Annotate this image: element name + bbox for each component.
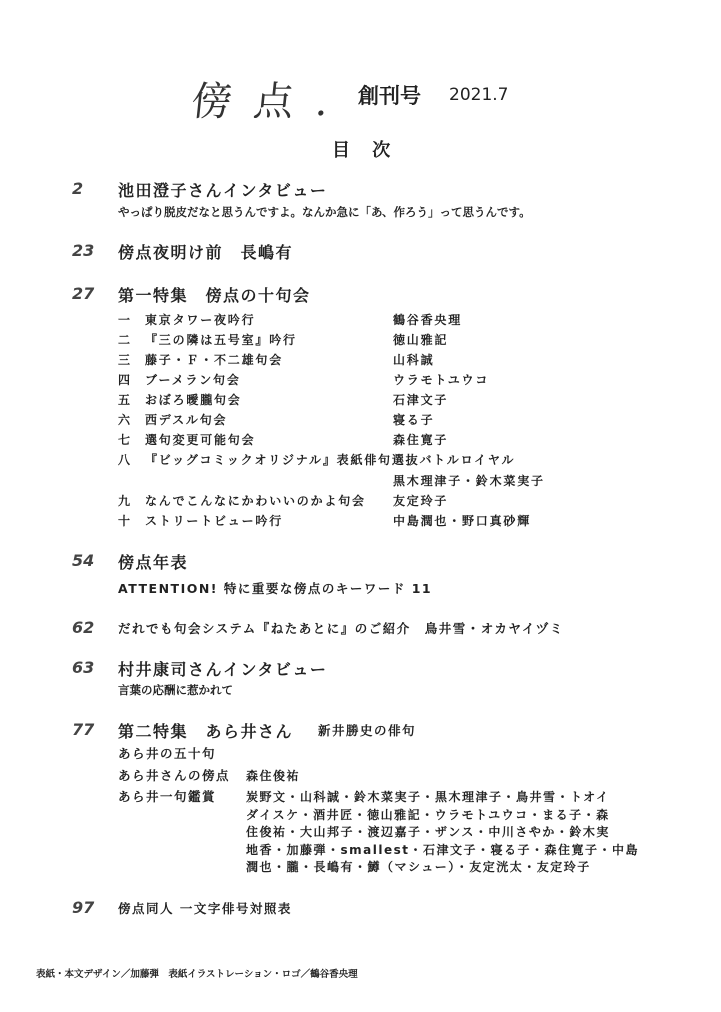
item-number: 八 <box>118 453 131 467</box>
toc-title: 目 次 <box>332 140 399 161</box>
item-names: 潤也・朧・長嶋有・鱒（マシュー）・友定洸太・友定玲子 <box>246 860 591 874</box>
item-number: 三 <box>118 353 131 367</box>
entry-title-sub: 新井勝史の俳句 <box>318 723 417 738</box>
item-title: ストリートビュー吟行 <box>145 514 284 528</box>
item-title: 藤子・Ｆ・不二雄句会 <box>145 353 284 367</box>
entry-title: だれでも句会システム『ねたあとに』のご紹介 鳥井雪・オカヤイヅミ <box>118 621 564 636</box>
item-names: 住俊祐・大山邦子・渡辺嘉子・ザンス・中川さやか・鈴木実 <box>246 825 610 839</box>
item-author: 鶴谷香央理 <box>393 313 463 327</box>
entry-subtitle: 言葉の応酬に惹かれて <box>118 683 233 697</box>
item-names: ダイスケ・酒井匠・徳山雅記・ウラモトユウコ・まる子・森 <box>246 807 610 822</box>
item-names: 地香・加藤弾・smallest・石津文子・寝る子・森住寛子・中島 <box>246 842 639 857</box>
magazine-logo: 傍点. <box>189 79 353 125</box>
item-title: 『三の隣は五号室』吟行 <box>145 333 297 347</box>
credits-footer: 表紙・本文デザイン／加藤弾 表紙イラストレーション・ロゴ／鶴谷香央理 <box>36 969 358 980</box>
item-number: 六 <box>118 413 131 427</box>
item-number: 九 <box>118 494 131 508</box>
page-number: 77 <box>72 720 95 739</box>
item-names: 炭野文・山科誠・鈴木菜実子・黒木理津子・鳥井雪・トオイ <box>246 790 610 804</box>
page-number: 23 <box>72 241 95 260</box>
item-author: 森住寛子 <box>393 433 449 447</box>
item-author: ウラモトユウコ <box>393 373 490 387</box>
issue-label: 創刊号 <box>358 84 421 108</box>
item-names: 森住俊祐 <box>246 769 301 783</box>
page-number: 54 <box>72 551 95 570</box>
item-author: 寝る子 <box>393 413 435 427</box>
item-title: ブーメラン句会 <box>145 373 241 387</box>
entry-subtitle: やっぱり脱皮だなと思うんですよ。なんか急に「あ、作ろう」って思うんです。 <box>118 205 531 219</box>
page-number: 62 <box>72 618 95 637</box>
item-title: おぼろ曖朧句会 <box>145 393 242 407</box>
item-author: 徳山雅記 <box>393 333 449 347</box>
item-author: 中島潤也・野口真砂輝 <box>393 514 532 528</box>
item-number: 十 <box>118 514 131 528</box>
item-number: 二 <box>118 333 131 347</box>
item-number: 一 <box>118 313 131 327</box>
entry-subtitle: ATTENTION! 特に重要な傍点のキーワード 11 <box>118 581 433 596</box>
item-title: 東京タワー夜吟行 <box>145 313 256 327</box>
page-number: 97 <box>72 898 95 917</box>
item-author: 石津文子 <box>393 393 449 407</box>
item-title: 選句変更可能句会 <box>145 433 256 447</box>
item-title: 『ビッグコミックオリジナル』表紙俳句選抜バトルロイヤル <box>145 453 516 467</box>
item-number: 五 <box>118 393 131 407</box>
page-number: 27 <box>72 284 95 303</box>
item-label: あら井さんの傍点 <box>118 768 231 783</box>
page-number: 2 <box>72 179 84 198</box>
page-number: 63 <box>72 658 95 677</box>
issue-date: 2021.7 <box>449 85 509 105</box>
entry-title: 第二特集 あら井さん <box>118 722 294 741</box>
item-number: 七 <box>118 433 131 447</box>
entry-title: 第一特集 傍点の十句会 <box>118 286 311 305</box>
item-title: 西デスル句会 <box>145 413 228 427</box>
entry-title: 傍点同人 一文字俳号対照表 <box>118 901 292 916</box>
entry-title: 傍点年表 <box>118 553 189 572</box>
item-label: あら井一句鑑賞 <box>118 789 217 804</box>
entry-title: 池田澄子さんインタビュー <box>118 181 328 200</box>
entry-title: 傍点夜明け前 長嶋有 <box>118 243 294 262</box>
item-author: 友定玲子 <box>393 494 449 508</box>
item-author: 黒木理津子・鈴木菜実子 <box>393 474 545 488</box>
item-title: なんでこんなにかわいいのかよ句会 <box>145 494 366 508</box>
item-number: 四 <box>118 373 131 387</box>
item-label: あら井の五十句 <box>118 746 217 761</box>
item-author: 山科誠 <box>393 353 435 367</box>
entry-title: 村井康司さんインタビュー <box>118 660 328 679</box>
